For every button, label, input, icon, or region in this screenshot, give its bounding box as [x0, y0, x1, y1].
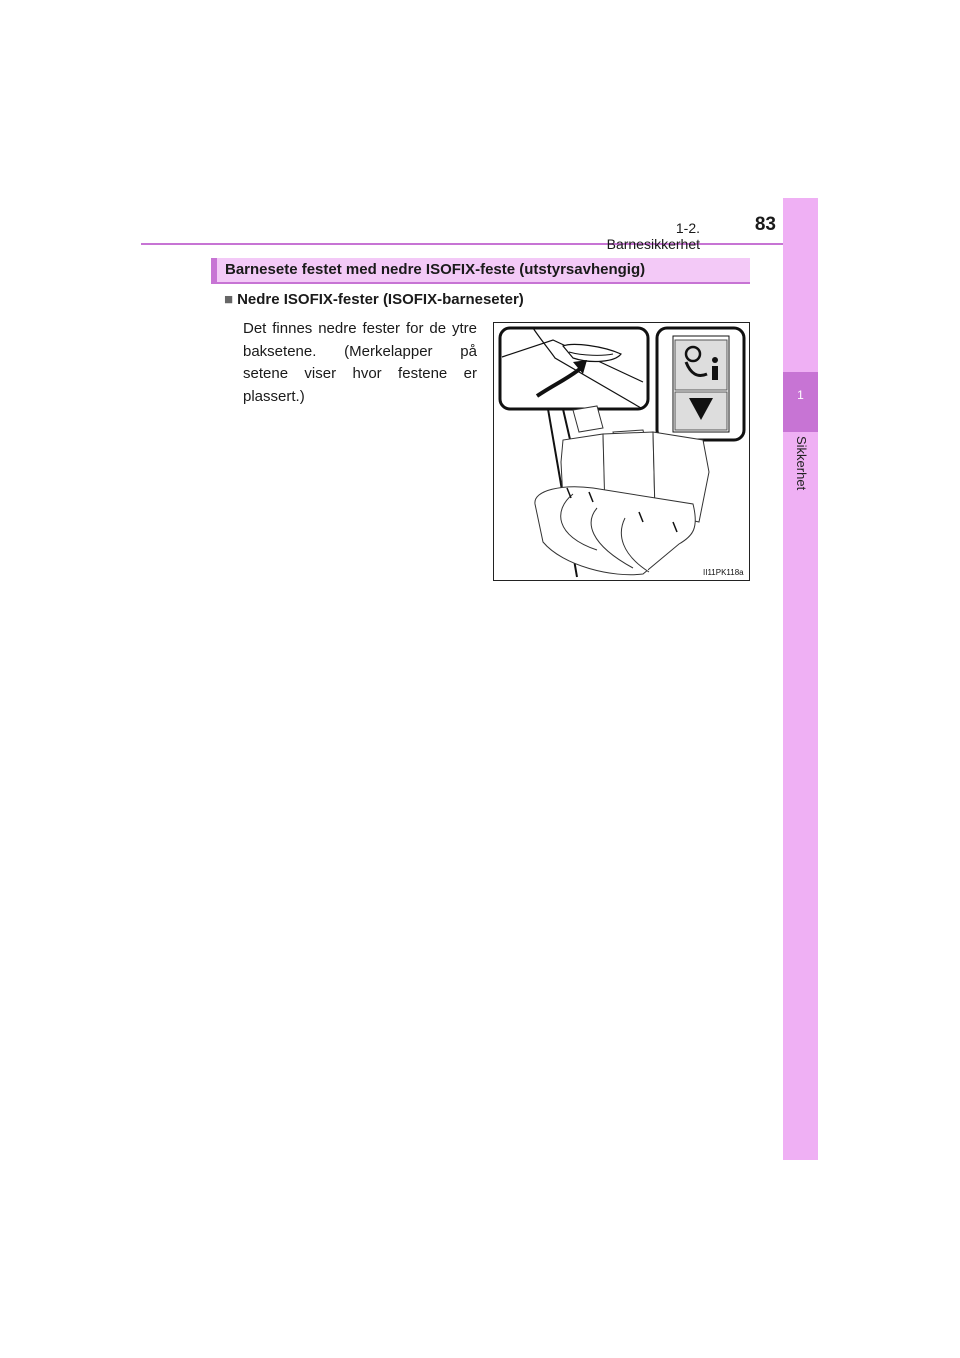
illustration-code: II11PK118a [703, 568, 744, 577]
header-rule [141, 243, 818, 245]
anchor-detail-callout [500, 328, 648, 409]
subheading [224, 291, 524, 308]
square-bullet-icon: ■ [224, 291, 234, 308]
chapter-side-tab [783, 198, 818, 1160]
isofix-label-callout [657, 328, 744, 440]
chapter-number: 1 [797, 388, 804, 402]
chapter-title: Sikkerhet [794, 436, 809, 491]
subheading-text: Nedre ISOFIX-fester (ISOFIX-barneseter) [237, 291, 524, 308]
section-heading: Barnesete festet med nedre ISOFIX-feste (utstyrsavhengig) [211, 258, 750, 284]
page-number: 83 [754, 214, 776, 235]
section-label: 1-2. Barnesikkerhet [606, 220, 700, 252]
chapter-tab-active [783, 372, 818, 432]
body-paragraph: Det finnes nedre fester for de ytre baksetene. (Merkelapper på setene viser hvor festene er plassert.) [243, 320, 477, 405]
isofix-seat-illustration [493, 322, 750, 581]
